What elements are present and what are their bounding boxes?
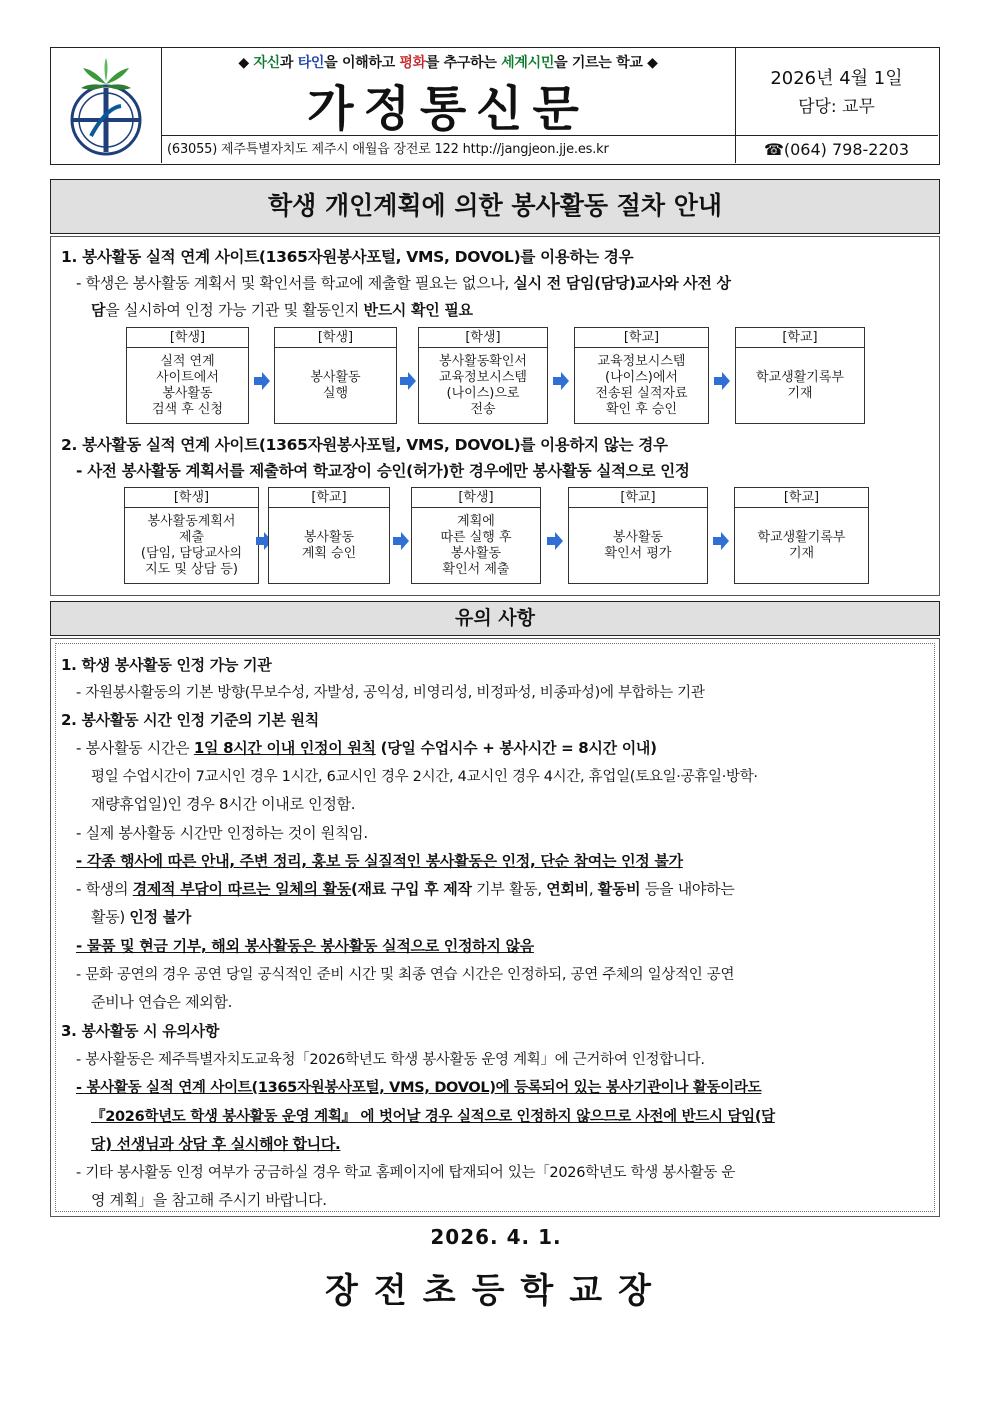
caution-emph: 인정 불가 xyxy=(129,908,192,926)
caution-line: - 문화 공연의 경우 공연 당일 공식적인 준비 시간 및 최종 연습 시간은 인정하되, 공연 주체의 일상적인 공연 xyxy=(76,967,735,983)
caution-line: 평일 수업시간이 7교시인 경우 1시간, 6교시인 경우 2시간, 4교시인 경우 4시간, 휴업일(토요일·공휴일·방학· xyxy=(91,769,758,785)
flow-step-actor: [학교] xyxy=(269,488,389,508)
flow-arrow-icon xyxy=(393,532,409,550)
caution-heading-2: 2. 봉사활동 시간 인정 기준의 기본 원칙 xyxy=(61,711,319,729)
caution-heading-1: 1. 학생 봉사활동 인정 가능 기관 xyxy=(61,656,272,674)
caution-line: 당) 선생님과 상담 후 실시해야 합니다. xyxy=(91,1135,341,1153)
motto-text: 을 기르는 학교 ◆ xyxy=(554,55,658,71)
section1-desc-text: 을 실시하여 인정 가능 기관 및 활동인지 xyxy=(105,301,364,319)
motto-text: ◆ xyxy=(238,55,254,71)
flow-step-text: 봉사활동확인서 교육정보시스템 (나이스)으로 전송 xyxy=(439,353,527,417)
caution-text: - 학생의 xyxy=(76,880,133,898)
flow-step-actor: [학생] xyxy=(419,328,547,348)
flow-step-text: 봉사활동 실행 xyxy=(310,369,361,401)
school-logo-icon xyxy=(51,48,161,163)
flow-step xyxy=(735,327,865,424)
motto-highlight: 세계시민 xyxy=(501,55,555,71)
flow-step-actor: [학생] xyxy=(125,488,258,508)
section1-desc-line2 xyxy=(91,299,473,320)
caution-text: 기부 활동, xyxy=(471,880,547,898)
school-motto xyxy=(161,52,735,72)
flow-step-actor: [학교] xyxy=(569,488,707,508)
motto-highlight: 자신 xyxy=(253,55,280,71)
header-right xyxy=(735,48,938,163)
flow-step-actor: [학생] xyxy=(275,328,396,348)
flow-step-actor: [학교] xyxy=(575,328,708,348)
caution-text: 등을 내야하는 xyxy=(640,880,735,898)
caution-line: 영 계획」을 참고해 주시기 바랍니다. xyxy=(91,1191,327,1209)
cautions-box xyxy=(50,638,940,1217)
caution-emph: 활동비 xyxy=(597,880,641,898)
flow-step xyxy=(411,487,541,584)
section1-desc-emph: 담 xyxy=(91,301,106,319)
flow-arrow-icon xyxy=(547,532,563,550)
caution-emph: 경제적 부담이 따르는 일체의 활동 xyxy=(132,880,351,898)
school-address: (63055) 제주특별자치도 제주시 애월읍 장전로 122 http://jangjeon.jje.es.kr xyxy=(161,135,735,163)
flow-step xyxy=(126,327,249,424)
motto-text: 를 추구하는 xyxy=(425,55,502,71)
flow-step-text: 실적 연계 사이트에서 봉사활동 검색 후 신청 xyxy=(151,353,224,417)
signature-date: 2026. 4. 1. xyxy=(430,1225,562,1249)
caution-line: 『2026학년도 학생 봉사활동 운영 계획』 에 벗어날 경우 실적으로 인정하지 않으므로 사전에 반드시 담임(담 xyxy=(91,1109,775,1125)
flow-step-text: 학교생활기록부 기재 xyxy=(756,369,844,401)
section2-desc: - 사전 봉사활동 계획서를 제출하여 학교장이 승인(허가)한 경우에만 봉사활동 실적으로 인정 xyxy=(76,462,690,480)
flow-step xyxy=(734,487,869,584)
section2-heading: 2. 봉사활동 실적 연계 사이트(1365자원봉사포털, VMS, DOVOL)를 이용하지 않는 경우 xyxy=(61,436,668,454)
caution-line: 재량휴업일)인 경우 8시간 이내로 인정함. xyxy=(91,795,356,813)
flow-step xyxy=(574,327,709,424)
flow-step-text: 봉사활동계획서 제출 (담임, 담당교사의 지도 및 상담 등) xyxy=(140,513,243,577)
section1-heading: 1. 봉사활동 실적 연계 사이트(1365자원봉사포털, VMS, DOVOL)를 이용하는 경우 xyxy=(61,248,634,266)
flow-arrow-icon xyxy=(254,372,270,390)
phone-number: ☎(064) 798-2203 xyxy=(735,135,938,163)
letter-header xyxy=(50,47,940,165)
caution-heading-3: 3. 봉사활동 시 유의사항 xyxy=(61,1022,220,1040)
motto-text: 을 이해하고 xyxy=(324,55,400,71)
caution-text: - 봉사활동 시간은 xyxy=(76,739,194,757)
flow-step-text: 봉사활동 계획 승인 xyxy=(301,529,357,561)
flow-step xyxy=(418,327,548,424)
flow-step xyxy=(268,487,390,584)
caution-text: , xyxy=(588,880,598,898)
flow-arrow-icon xyxy=(400,372,416,390)
flow-step xyxy=(274,327,397,424)
caution-line: - 봉사활동 실적 연계 사이트(1365자원봉사포털, VMS, DOVOL)에 등록되어 있는 봉사기관이나 활동이라도 xyxy=(76,1080,762,1096)
flow-step-actor: [학생] xyxy=(127,328,248,348)
flow-step-text: 봉사활동 확인서 평가 xyxy=(604,529,672,561)
school-logo-cell xyxy=(51,48,162,163)
motto-highlight: 타인 xyxy=(297,55,325,71)
flow-step-actor: [학교] xyxy=(735,488,868,508)
motto-highlight: 평화 xyxy=(399,55,426,71)
flow-step-text: 교육정보시스템 (나이스)에서 전송된 실적자료 확인 후 승인 xyxy=(595,353,688,417)
caution-emph: (재료 구입 후 제작 xyxy=(350,880,472,898)
flow-step-text: 학교생활기록부 기재 xyxy=(757,529,846,561)
header-center xyxy=(161,48,736,163)
flow-arrow-icon xyxy=(714,372,730,390)
flow-arrow-icon xyxy=(553,372,569,390)
section1-desc-emph: 반드시 확인 필요 xyxy=(363,301,473,319)
caution-text: 활동) xyxy=(91,908,130,926)
flow-step xyxy=(124,487,259,584)
caution-line: - 자원봉사활동의 기본 방향(무보수성, 자발성, 공익성, 비영리성, 비정파성, 비종파성)에 부합하는 기관 xyxy=(76,685,705,701)
caution-line: - 기타 봉사활동 인정 여부가 궁금하실 경우 학교 홈페이지에 탑재되어 있는「2026학년도 학생 봉사활동 운 xyxy=(76,1165,736,1181)
principal-signature: 장전초등학교장 xyxy=(325,1271,667,1311)
caution-line xyxy=(76,737,657,758)
caution-line xyxy=(91,906,191,927)
procedure-box xyxy=(50,236,940,596)
motto-text: 과 xyxy=(279,55,298,71)
issue-date: 2026년 4월 1일 xyxy=(770,68,903,89)
cautions-title: 유의 사항 xyxy=(50,601,940,636)
section1-desc-emph: 실시 전 담임(담당)교사와 사전 상 xyxy=(513,274,731,292)
caution-emph: 1일 8시간 이내 인정이 원칙 xyxy=(193,739,376,757)
flow-step-actor: [학생] xyxy=(412,488,540,508)
flow-step-actor: [학교] xyxy=(736,328,864,348)
caution-emph: (당일 수업시수 + 봉사시간 = 8시간 이내) xyxy=(375,739,657,757)
caution-line: 준비나 연습은 제외함. xyxy=(91,993,233,1011)
flow-step xyxy=(568,487,708,584)
caution-line: - 물품 및 현금 기부, 해외 봉사활동은 봉사활동 실적으로 인정하지 않음 xyxy=(76,937,534,955)
department: 담당: 교무 xyxy=(798,97,875,117)
flow-arrow-icon xyxy=(713,532,729,550)
page-title: 가정통신문 xyxy=(307,81,589,137)
section1-desc-text: - 학생은 봉사활동 계획서 및 확인서를 학교에 제출할 필요는 없으나, xyxy=(76,274,514,292)
caution-line: - 봉사활동은 제주특별자치도교육청「2026학년도 학생 봉사활동 운영 계획」에 근거하여 인정합니다. xyxy=(76,1052,705,1068)
flow-step-text: 계획에 따른 실행 후 봉사활동 확인서 제출 xyxy=(440,513,512,577)
caution-line xyxy=(76,878,734,899)
caution-line: - 실제 봉사활동 시간만 인정하는 것이 원칙임. xyxy=(76,824,368,842)
caution-emph: 연회비 xyxy=(546,880,589,898)
caution-line: - 각종 행사에 따른 안내, 주변 정리, 홍보 등 실질적인 봉사활동은 인정, 단순 참여는 인정 불가 xyxy=(76,852,683,870)
section1-desc-line1 xyxy=(76,272,731,293)
notice-title: 학생 개인계획에 의한 봉사활동 절차 안내 xyxy=(50,179,940,234)
